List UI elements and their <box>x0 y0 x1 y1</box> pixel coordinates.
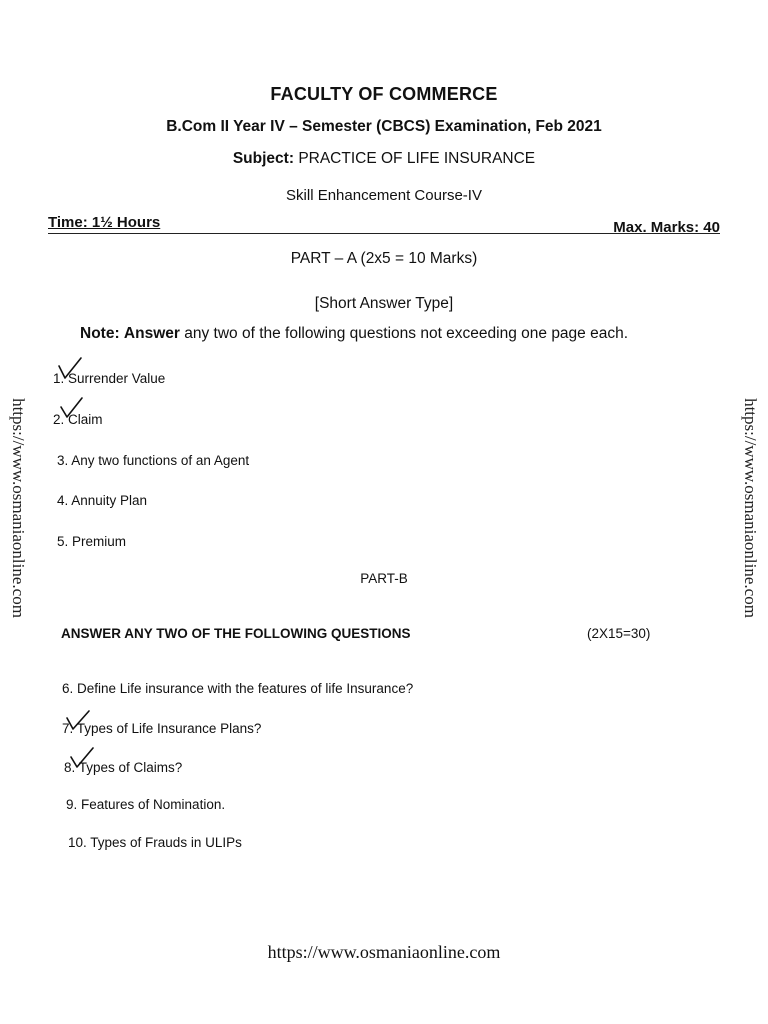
question-3: 3. Any two functions of an Agent <box>57 453 250 468</box>
checkmark-icon <box>58 395 86 421</box>
part-a-note <box>80 325 628 343</box>
faculty-title: FACULTY OF COMMERCE <box>270 84 498 104</box>
subject-label: Subject: <box>232 150 294 167</box>
question-7: 7. Types of Life Insurance Plans? <box>62 721 262 736</box>
part-a-heading: PART – A (2x5 = 10 Marks) <box>290 250 478 267</box>
checkmark-icon <box>56 355 86 383</box>
checkmark-icon <box>68 745 96 771</box>
course-name: Skill Enhancement Course-IV <box>286 187 482 204</box>
part-b-marks: (2X15=30) <box>587 626 651 641</box>
part-b-instruction: ANSWER ANY TWO OF THE FOLLOWING QUESTIONS <box>61 626 411 641</box>
exam-title: B.Com II Year IV – Semester (CBCS) Examination, Feb 2021 <box>166 118 602 135</box>
note-label: Note: <box>80 325 120 342</box>
question-1: 1. Surrender Value <box>53 371 166 386</box>
question-4: 4. Annuity Plan <box>57 493 148 508</box>
subject-name: PRACTICE OF LIFE INSURANCE <box>298 150 536 167</box>
part-a-type: [Short Answer Type] <box>314 295 454 312</box>
question-5: 5. Premium <box>57 534 127 549</box>
header-divider <box>48 233 720 234</box>
subject-line <box>0 150 768 168</box>
note-bold: Answer <box>123 325 180 342</box>
question-9: 9. Features of Nomination. <box>66 797 226 812</box>
question-10: 10. Types of Frauds in ULIPs <box>68 835 242 850</box>
question-8: 8. Types of Claims? <box>64 760 183 775</box>
part-b-heading: PART-B <box>360 571 408 586</box>
footer-url: https://www.osmaniaonline.com <box>267 942 501 962</box>
exam-time: Time: 1½ Hours <box>48 214 161 231</box>
question-6: 6. Define Life insurance with the features of life Insurance? <box>62 681 414 696</box>
side-watermark-left: https://www.osmaniaonline.com <box>9 398 28 618</box>
question-2: 2. Claim <box>53 412 103 427</box>
max-marks: Max. Marks: 40 <box>613 219 720 236</box>
side-watermark-right: https://www.osmaniaonline.com <box>741 398 760 618</box>
note-text: any two of the following questions not exceeding one page each. <box>184 325 629 342</box>
checkmark-icon <box>64 708 92 734</box>
